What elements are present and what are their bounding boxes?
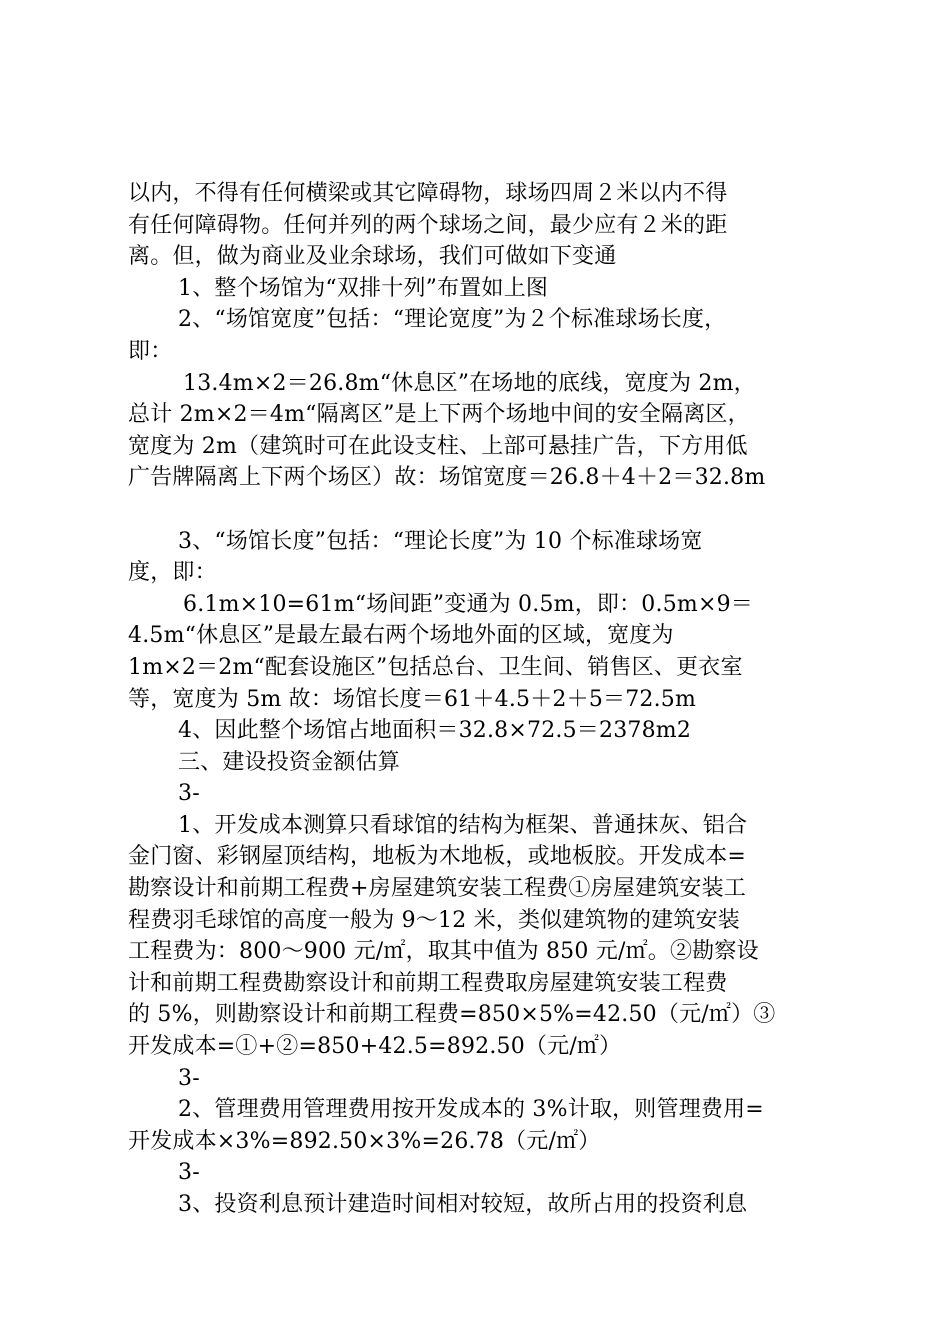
text-line: 程费羽毛球馆的高度一般为 9～12 米，类似建筑物的建筑安装 [128, 907, 740, 933]
text-line: 开发成本=①+②=850+42.5=892.50（元/㎡） [128, 1034, 622, 1060]
section-number: 3- [178, 1065, 200, 1091]
text-line: 6.1m×10=61m“场间距”变通为 0.5m，即：0.5m×9＝ [183, 591, 753, 617]
text-line: 工程费为：800～900 元/㎡，取其中值为 850 元/㎡。②勘察设 [128, 939, 759, 965]
text-line: 计和前期工程费勘察设计和前期工程费取房屋建筑安装工程费 [128, 970, 728, 996]
text-line: 13.4m×2＝26.8m“休息区”在场地的底线，宽度为 2m， [183, 370, 756, 396]
text-line: 宽度为 2m（建筑时可在此设支柱、上部可悬挂广告，下方用低 [128, 433, 748, 459]
text-line: 4.5m“休息区”是最左最右两个场地外面的区域，宽度为 [128, 623, 674, 649]
text-line: 广告牌隔离上下两个场区）故：场馆宽度＝26.8＋4＋2＝32.8m [128, 465, 766, 491]
text-line: 总计 2m×2＝4m“隔离区”是上下两个场地中间的安全隔离区， [128, 402, 750, 428]
text-line: 1、整个场馆为“双排十列”布置如上图 [178, 275, 549, 301]
text-line: 即： [128, 338, 173, 364]
text-line: 1m×2＝2m“配套设施区”包括总台、卫生间、销售区、更衣室 [128, 654, 743, 680]
section-number: 3- [178, 781, 200, 807]
text-line: 的 5%，则勘察设计和前期工程费=850×5%=42.50（元/㎡）③ [128, 1002, 776, 1028]
text-line: 度，即： [128, 560, 217, 586]
text-line: 勘察设计和前期工程费+房屋建筑安装工程费①房屋建筑安装工 [128, 876, 747, 902]
text-line: 开发成本×3%=892.50×3%=26.78（元/㎡） [128, 1128, 601, 1154]
text-line: 等，宽度为 5m 故：场馆长度＝61＋4.5＋2＋5＝72.5m [128, 686, 697, 712]
text-line: 有任何障碍物。任何并列的两个球场之间，最少应有２米的距 [128, 212, 728, 238]
section-heading: 三、建设投资金额估算 [178, 749, 401, 775]
text-line: 3、投资利息预计建造时间相对较短，故所占用的投资利息 [178, 1192, 748, 1217]
section-number: 3- [178, 1160, 200, 1186]
document-body [128, 178, 833, 1221]
blank-line [128, 494, 833, 526]
text-line: 4、因此整个场馆占地面积＝32.8×72.5＝2378m2 [178, 718, 692, 744]
text-line: 以内，不得有任何横梁或其它障碍物，球场四周２米以内不得 [128, 181, 728, 206]
text-line: 离。但，做为商业及业余球场，我们可做如下变通 [128, 244, 617, 270]
text-line: 1、开发成本测算只看球馆的结构为框架、普通抹灰、铝合 [178, 812, 748, 838]
text-line: 3、“场馆长度”包括：“理论长度”为 10 个标准球场宽 [178, 528, 703, 554]
text-line: 2、管理费用管理费用按开发成本的 3%计取，则管理费用= [178, 1097, 764, 1123]
text-line: 金门窗、彩钢屋顶结构，地板为木地板，或地板胶。开发成本= [128, 844, 747, 870]
text-line: 2、“场馆宽度”包括：“理论宽度”为２个标准球场长度， [178, 307, 727, 333]
